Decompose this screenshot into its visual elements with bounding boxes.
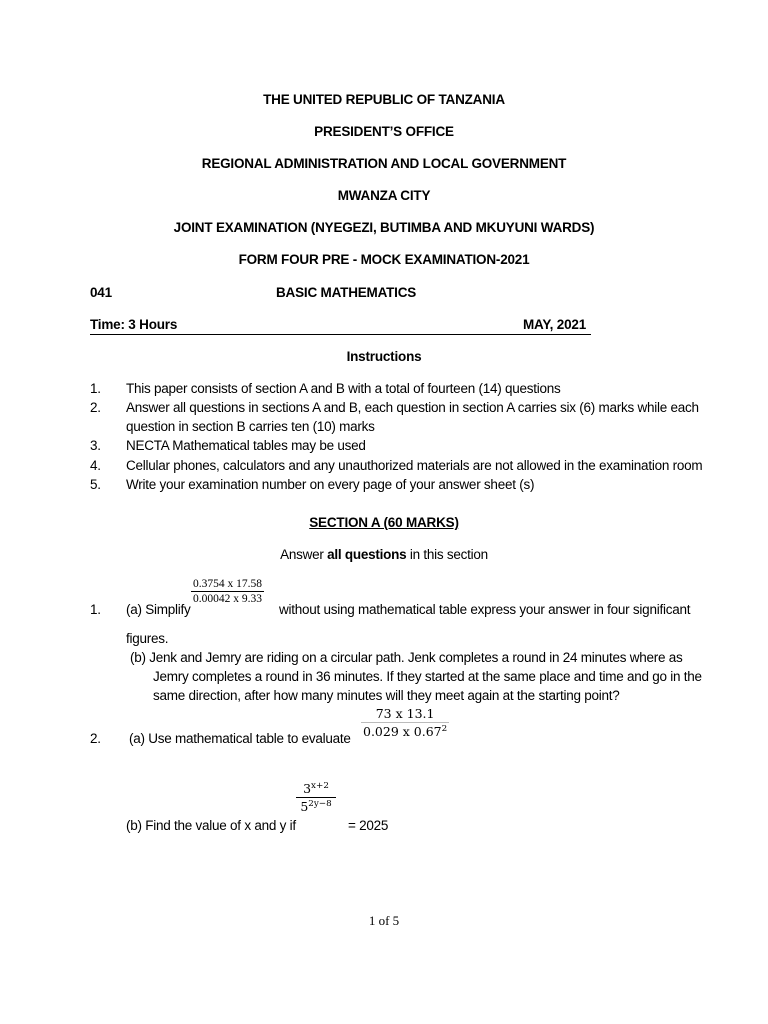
paper-subject: BASIC MATHEMATICS [276,285,417,300]
section-a-title: SECTION A (60 MARKS) [309,515,459,530]
fraction-numerator: 0.3754 x 17.58 [193,578,262,590]
instruction-number: 3. [90,438,101,453]
question-2b-text: (b) Find the value of x and y if [126,818,296,833]
header-city: MWANZA CITY [337,188,431,203]
instruction-text: Write your examination number on every page of your answer sheet (s) [126,477,535,492]
header-ministry: REGIONAL ADMINISTRATION AND LOCAL GOVERNMENT [201,156,567,171]
paper-code: 041 [90,285,112,300]
fraction-bar [191,591,264,592]
fraction-bar [361,722,449,723]
question-1b-text: Jemry completes a round in 36 minutes. If they started at the same place and time and go in the [153,669,702,684]
instruction-text: Cellular phones, calculators and any unauthorized materials are not allowed in the examination room [126,458,703,473]
fraction-denominator: 0.029 x 0.67$^2$ [363,724,448,739]
header-exam-type: FORM FOUR PRE - MOCK EXAMINATION-2021 [238,252,530,267]
exam-date: MAY, 2021 [523,317,586,332]
instruction-text: This paper consists of section A and B with a total of fourteen (14) questions [126,381,561,396]
question-1-number: 1. [90,602,101,617]
section-a-instruction: Answer all questions in this section [280,547,488,562]
instruction-text: Answer all questions in sections A and B, each question in section A carries six (6) marks while each [126,400,699,415]
instruction-text-continued: question in section B carries ten (10) marks [126,419,375,434]
exam-time: Time: 3 Hours [90,317,178,332]
question-1a-fraction [191,578,264,605]
fraction-numerator: 73 x 13.1 [375,706,435,721]
instruction-number: 1. [90,381,101,396]
header-office: PRESIDENT’S OFFICE [314,124,454,139]
question-1a-text-continued: figures. [126,631,169,646]
instruction-number: 2. [90,400,101,415]
question-1b-text: (b) Jenk and Jemry are riding on a circular path. Jenk completes a round in 24 minutes where as [130,650,683,665]
instruction-number: 4. [90,458,101,473]
question-2-number: 2. [90,731,101,746]
question-1a-text: without using mathematical table express your answer in four significant [279,602,691,617]
question-2b-fraction [296,781,336,814]
fraction-numerator: $3^{x+2}$ [303,781,329,796]
instruction-text: NECTA Mathematical tables may be used [126,438,366,453]
question-1b-text: same direction, after how many minutes will they meet again at the starting point? [153,688,620,703]
page-number: 1 of 5 [368,913,400,928]
question-2b-result: = 2025 [348,818,389,833]
instruction-number: 5. [90,477,101,492]
instructions-title: Instructions [346,349,422,364]
header-exam-name: JOINT EXAMINATION (NYEGEZI, BUTIMBA AND MKUYUNI WARDS) [173,220,595,235]
header-country: THE UNITED REPUBLIC OF TANZANIA [263,92,505,107]
question-2a-text: (a) Use mathematical table to evaluate [129,731,351,746]
question-2a-fraction [361,706,449,739]
fraction-denominator: 0.00042 x 9.33 [193,593,262,605]
fraction-denominator: $5^{2y-8}$ [300,799,332,814]
fraction-bar [296,797,336,798]
question-1a-prefix: (a) Simplify [126,602,191,617]
